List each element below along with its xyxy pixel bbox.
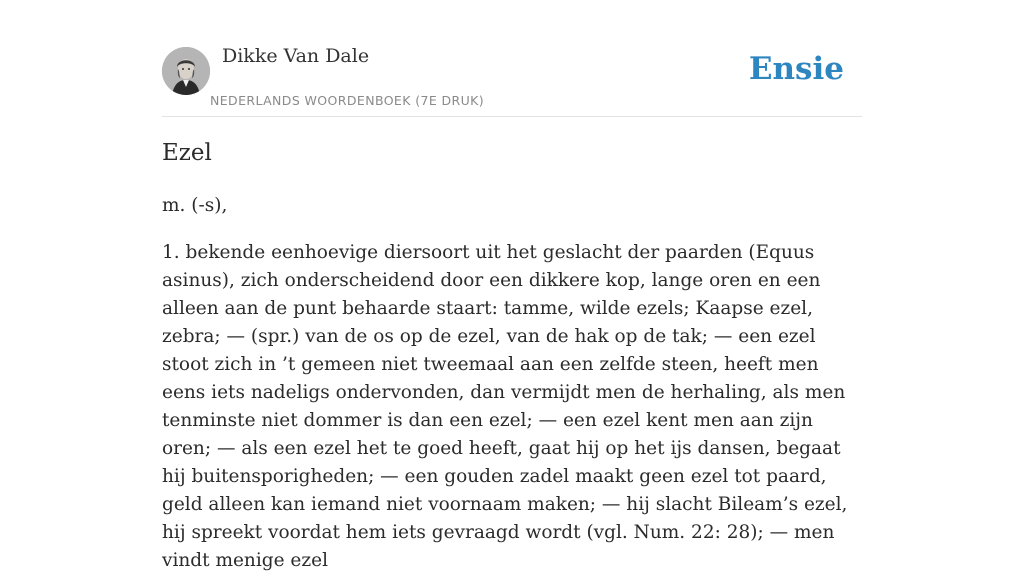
grammar-note: m. (-s), — [162, 195, 228, 216]
dictionary-subtitle: NEDERLANDS WOORDENBOEK (7E DRUK) — [210, 93, 485, 108]
entry-definition: 1. bekende eenhoevige diersoort uit het geslacht der paarden (Equus asinus), zich onderscheidend door een dikkere kop, lange oren en een alleen aan de punt behaarde staart: tamme, wilde ezels; Kaapse ezel, zebra; — (spr.) van de os op de ezel, van de hak op de tak; — een ezel stoot zich in ’t gemeen niet tweemaal aan een zelfde steen, heeft men eens iets nadeligs ondervonden, dan vermijdt men de herhaling, als men tenminste niet dommer is dan een ezel; — een ezel kent men aan zijn oren; — als een ezel het te goed heeft, gaat hij op het ijs dansen, begaat hij buitensporigheden; — een gouden zadel maakt geen ezel tot paard, geld alleen kan iemand niet voornaam maken; — hij slacht Bileam’s ezel, hij spreekt voordat hem iets gevraagd wordt (vgl. Num. 22: 28); — men vindt menige ezel — [162, 242, 848, 571]
dictionary-page — [162, 0, 862, 571]
entry-headword: Ezel — [162, 140, 212, 166]
author-name[interactable]: Dikke Van Dale — [222, 45, 370, 67]
author-avatar[interactable] — [162, 47, 210, 95]
ensie-logo-link[interactable]: Ensie — [748, 51, 844, 87]
page-header — [162, 0, 862, 117]
portrait-photo-icon — [162, 47, 210, 95]
